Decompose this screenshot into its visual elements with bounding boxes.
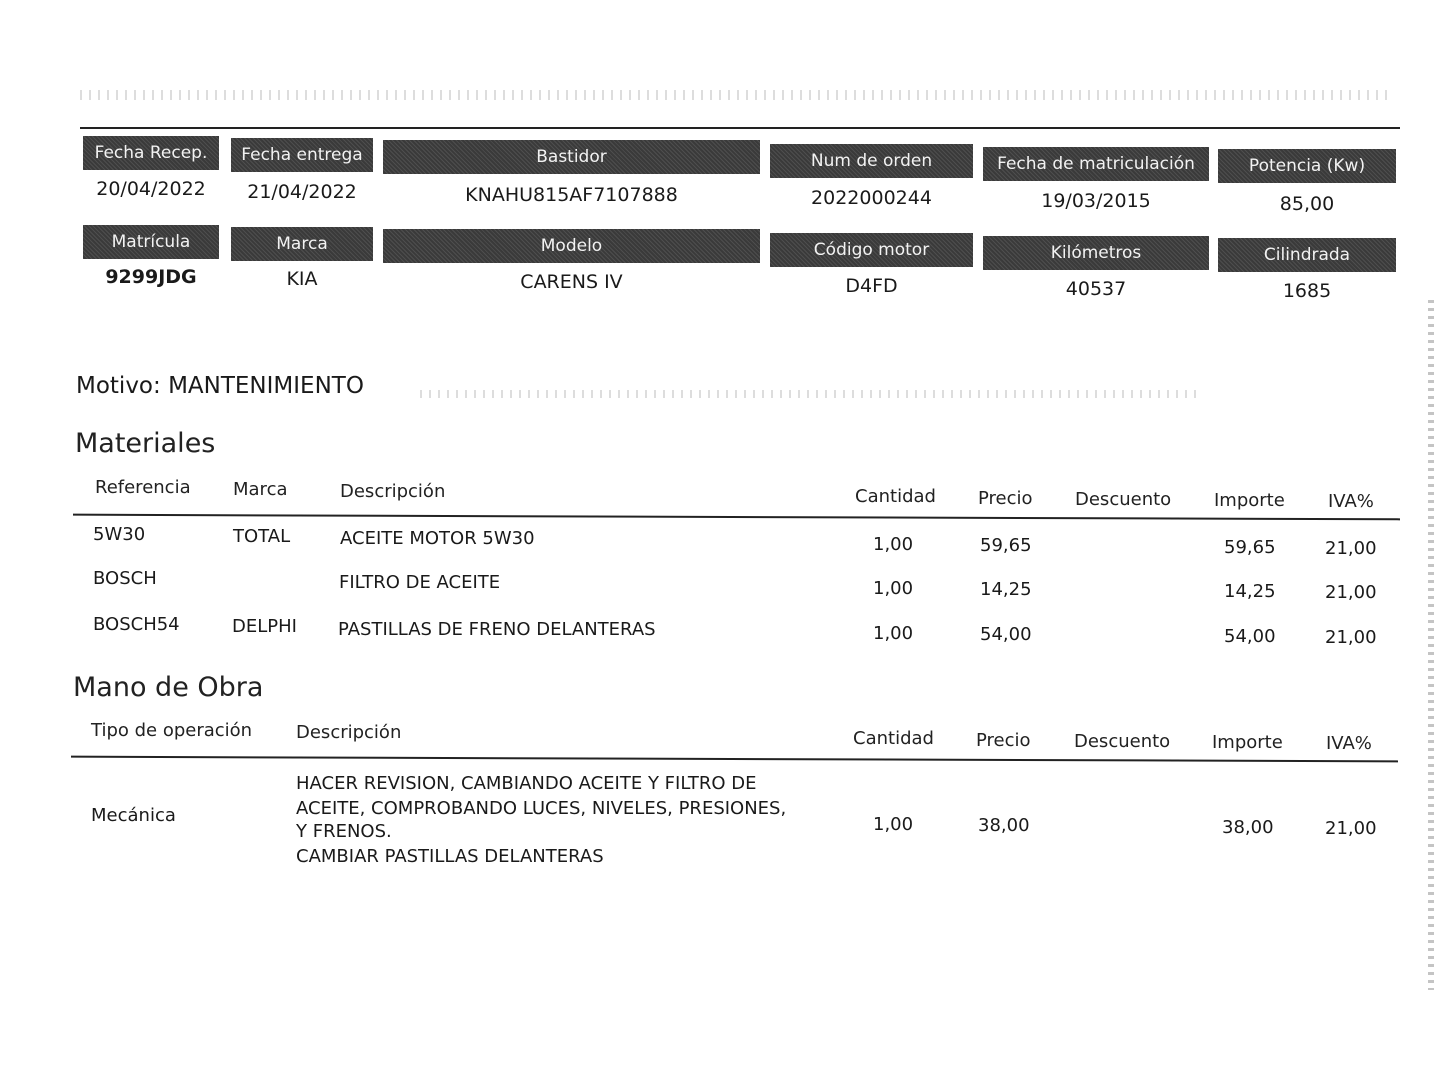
col-header-precio: Precio: [976, 730, 1031, 751]
cell-tipo-operacion: Mecánica: [91, 805, 176, 826]
descripcion-line: ACEITE, COMPROBANDO LUCES, NIVELES, PRESIONES,: [296, 798, 787, 819]
value-marca: KIA: [286, 268, 318, 290]
cell-descripcion: PASTILLAS DE FRENO DELANTERAS: [338, 619, 656, 640]
header-num-orden: Num de orden: [770, 144, 973, 178]
cell-iva: 21,00: [1325, 627, 1377, 648]
cell-iva: 21,00: [1325, 538, 1377, 559]
header-matricula: Matrícula: [83, 225, 219, 259]
value-cilindrada: 1685: [1282, 280, 1332, 302]
header-bastidor: Bastidor: [383, 140, 760, 174]
mano-obra-header-rule: [71, 756, 1398, 763]
cell-importe: 14,25: [1224, 581, 1276, 602]
cell-cantidad: 1,00: [873, 814, 914, 835]
cell-marca: DELPHI: [232, 616, 297, 637]
col-header-precio: Precio: [978, 488, 1033, 509]
col-header-tipo-operacion: Tipo de operación: [91, 720, 253, 741]
section-title-mano-de-obra: Mano de Obra: [73, 672, 264, 703]
col-header-marca: Marca: [233, 479, 288, 500]
col-header-descuento: Descuento: [1075, 489, 1172, 510]
cell-precio: 14,25: [980, 579, 1032, 600]
header-fecha-recep: Fecha Recep.: [83, 136, 219, 170]
col-header-cantidad: Cantidad: [855, 486, 936, 507]
descripcion-line: HACER REVISION, CAMBIANDO ACEITE Y FILTRO DE: [296, 773, 757, 794]
value-potencia: 85,00: [1279, 193, 1335, 215]
header-kilometros: Kilómetros: [983, 236, 1209, 270]
value-kilometros: 40537: [1065, 278, 1127, 300]
cell-importe: 38,00: [1222, 817, 1274, 838]
value-modelo: CARENS IV: [520, 271, 623, 293]
header-codigo-motor: Código motor: [770, 233, 973, 267]
col-header-cantidad: Cantidad: [853, 728, 934, 749]
descripcion-line: CAMBIAR PASTILLAS DELANTERAS: [296, 846, 604, 867]
cell-referencia: 5W30: [93, 524, 146, 545]
header-fecha-entrega: Fecha entrega: [231, 138, 373, 172]
value-codigo-motor: D4FD: [845, 275, 898, 297]
col-header-importe: Importe: [1212, 732, 1283, 753]
cell-referencia: BOSCH: [93, 568, 157, 589]
scan-noise: [420, 390, 1200, 398]
cell-referencia: BOSCH54: [93, 614, 180, 635]
cell-descripcion: FILTRO DE ACEITE: [339, 572, 501, 593]
value-fecha-recep: 20/04/2022: [96, 178, 206, 200]
top-rule: [80, 127, 1400, 129]
header-modelo: Modelo: [383, 229, 760, 263]
value-matricula: 9299JDG: [105, 266, 197, 288]
cell-precio: 59,65: [980, 535, 1032, 556]
value-fecha-entrega: 21/04/2022: [247, 181, 357, 203]
descripcion-line: Y FRENOS.: [296, 821, 392, 842]
header-cilindrada: Cilindrada: [1218, 238, 1396, 272]
cell-cantidad: 1,00: [873, 623, 914, 644]
col-header-iva: IVA%: [1326, 733, 1372, 754]
cell-precio: 54,00: [980, 624, 1032, 645]
header-marca: Marca: [231, 227, 373, 261]
cell-importe: 54,00: [1224, 626, 1276, 647]
cell-precio: 38,00: [978, 815, 1030, 836]
scan-edge-noise: [1428, 300, 1434, 990]
materiales-header-rule: [73, 514, 1400, 521]
cell-descripcion: ACEITE MOTOR 5W30: [340, 528, 535, 549]
cell-cantidad: 1,00: [873, 578, 914, 599]
cell-importe: 59,65: [1224, 537, 1276, 558]
col-header-iva: IVA%: [1328, 491, 1374, 512]
section-title-materiales: Materiales: [75, 428, 216, 459]
col-header-descuento: Descuento: [1074, 731, 1171, 752]
value-fecha-matriculacion: 19/03/2015: [1041, 190, 1151, 212]
header-potencia: Potencia (Kw): [1218, 149, 1396, 183]
col-header-referencia: Referencia: [95, 477, 191, 498]
cell-iva: 21,00: [1325, 818, 1377, 839]
value-num-orden: 2022000244: [811, 187, 932, 209]
scan-noise: [80, 90, 1390, 100]
col-header-descripcion: Descripción: [296, 722, 402, 743]
header-fecha-matriculacion: Fecha de matriculación: [983, 147, 1209, 181]
cell-marca: TOTAL: [233, 526, 291, 547]
cell-iva: 21,00: [1325, 582, 1377, 603]
value-bastidor: KNAHU815AF7107888: [465, 184, 678, 206]
col-header-descripcion: Descripción: [340, 481, 446, 502]
cell-cantidad: 1,00: [873, 534, 914, 555]
col-header-importe: Importe: [1214, 490, 1285, 511]
motivo-label: Motivo: MANTENIMIENTO: [76, 373, 364, 399]
